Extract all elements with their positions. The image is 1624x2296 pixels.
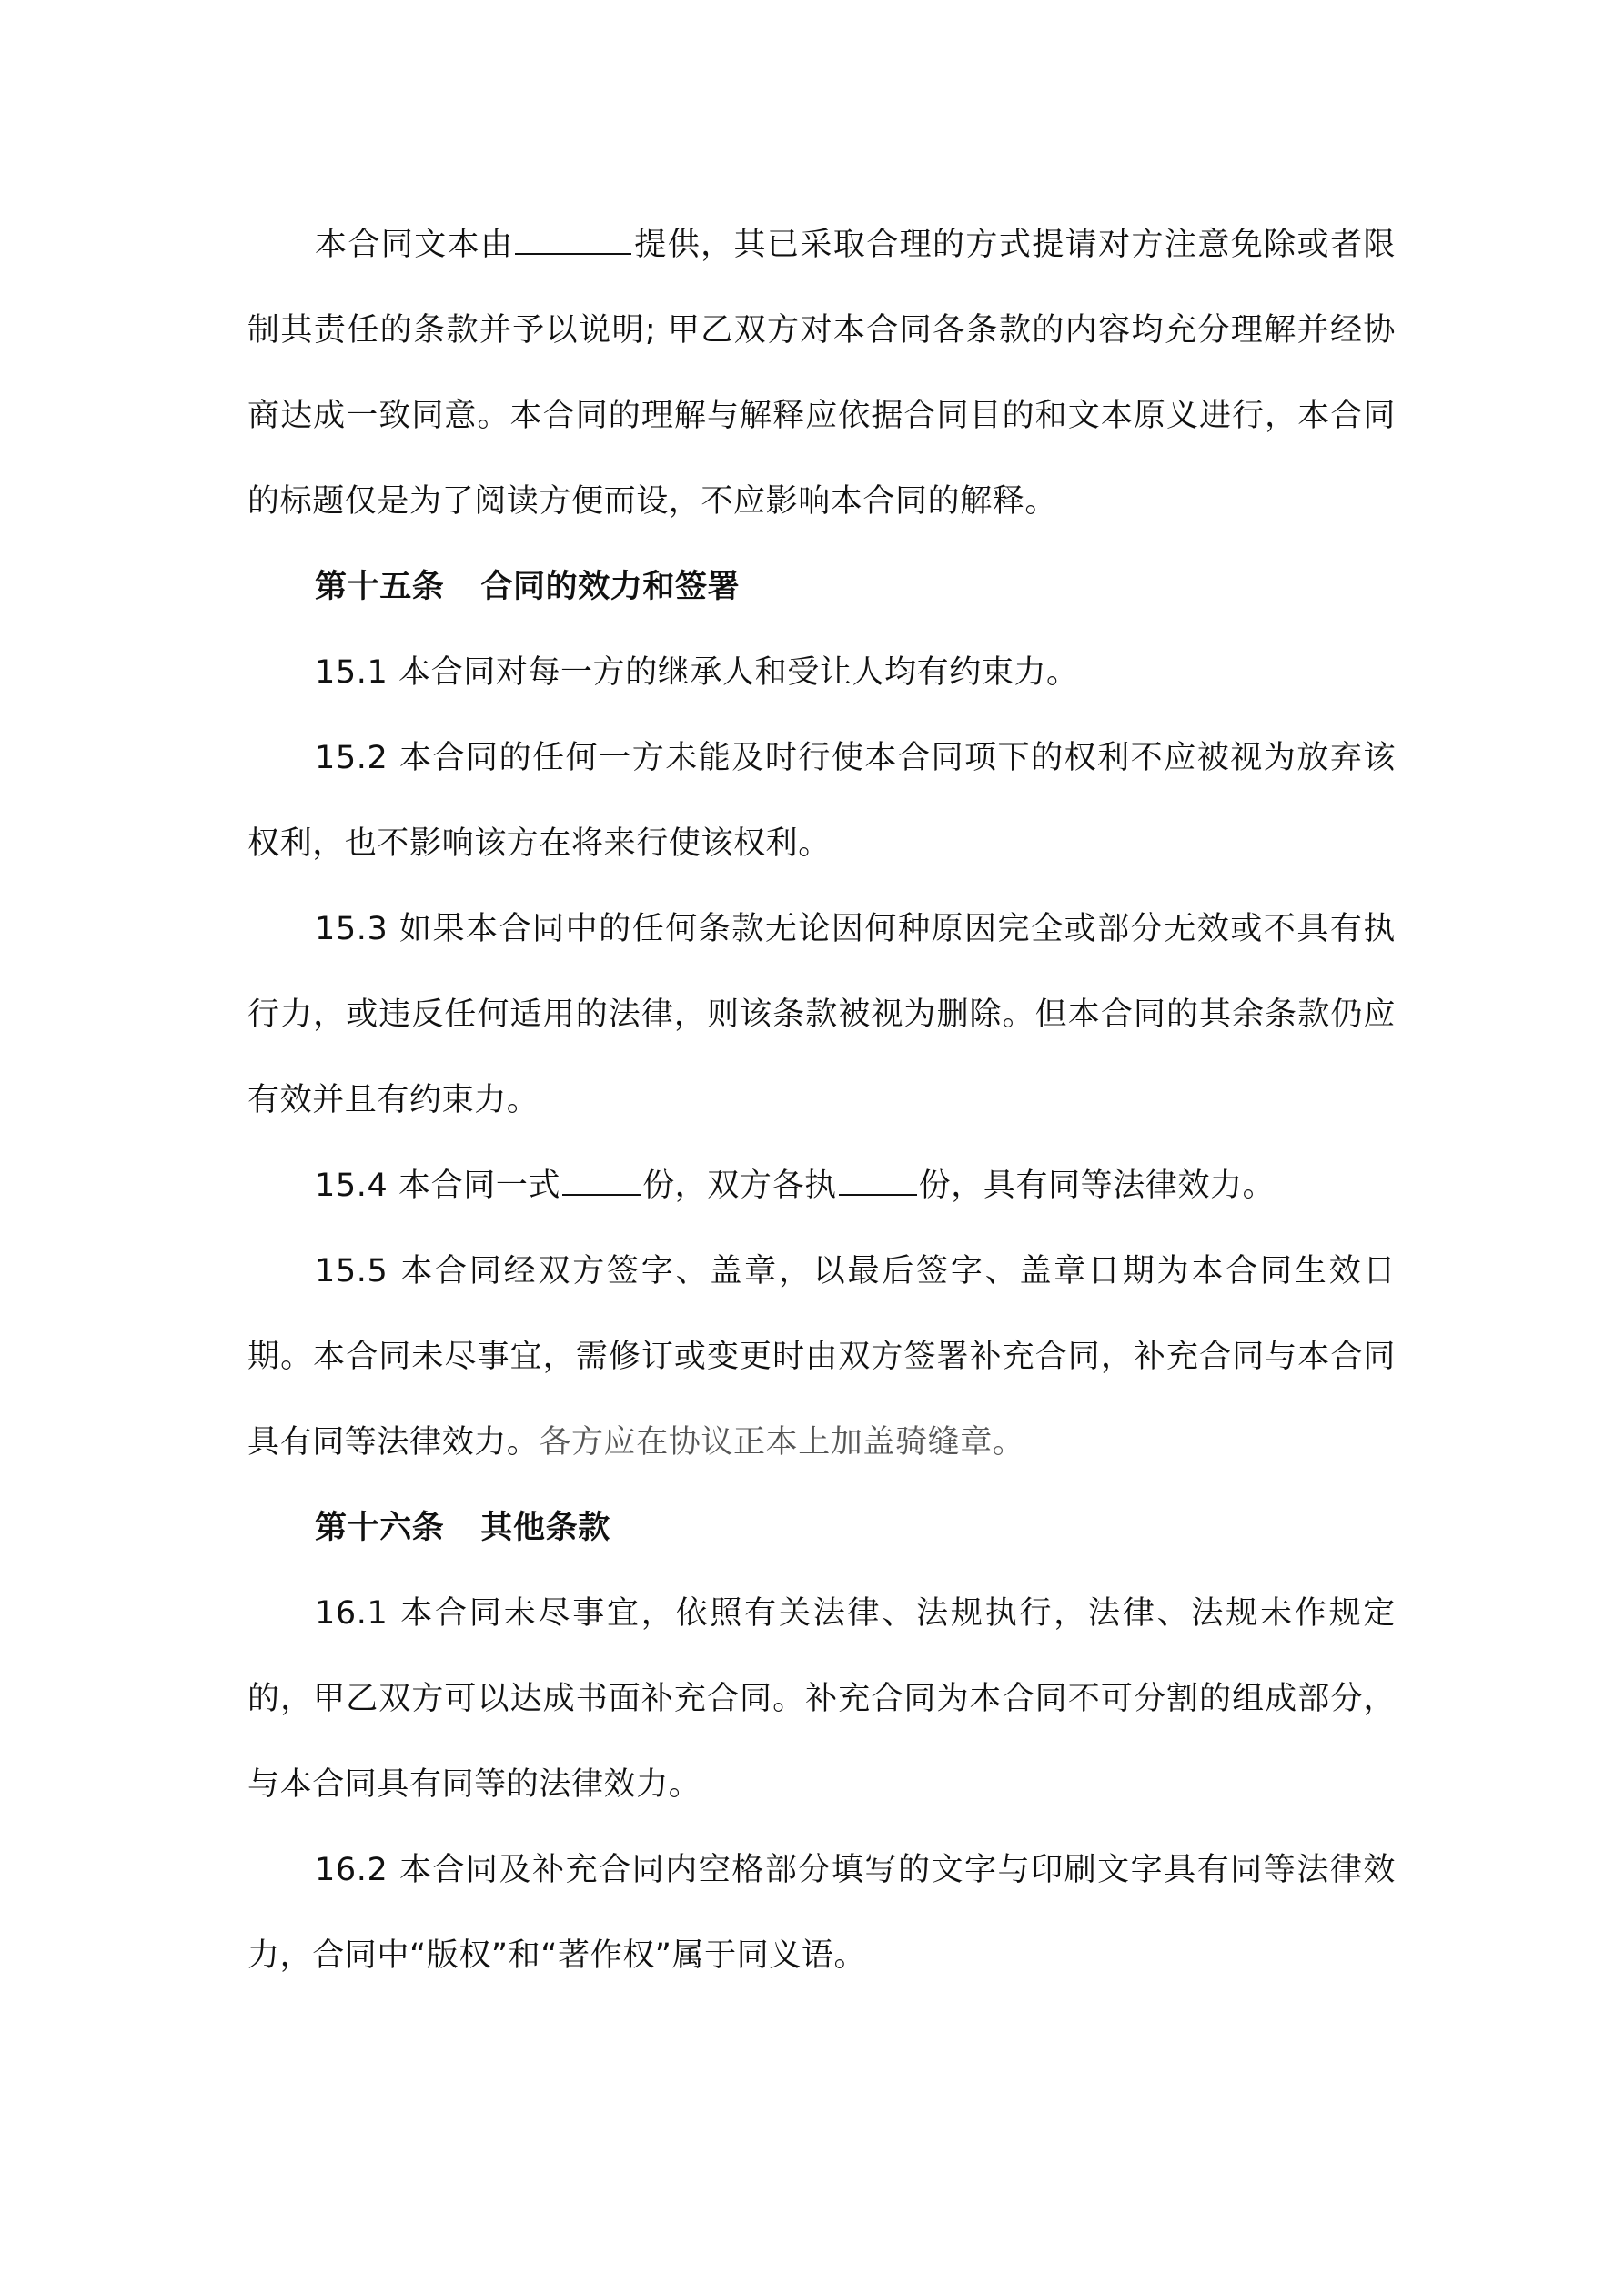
article-15-title: 合同的效力和签署 bbox=[480, 569, 741, 605]
clause-15-4-text-1: 15.4 本合同一式 bbox=[315, 1168, 561, 1204]
copies-each-blank bbox=[839, 1167, 917, 1196]
clause-16-1: 16.1 本合同未尽事宜，依照有关法律、法规执行，法律、法规未作规定的，甲乙双方可以达成书面补充合同。补充合同为本合同不可分割的组成部分，与本合同具有同等的法律效力。 bbox=[247, 1595, 1396, 1803]
clause-15-3: 15.3 如果本合同中的任何条款无论因何种原因完全或部分无效或不具有执行力，或违反任何适用的法律，则该条款被视为删除。但本合同的其余条款仍应有效并且有约束力。 bbox=[247, 911, 1396, 1118]
clause-15-4 bbox=[247, 1143, 1396, 1229]
document-page bbox=[247, 202, 1396, 1998]
article-16-title: 其他条款 bbox=[480, 1510, 610, 1546]
article-16-number: 第十六条 bbox=[315, 1510, 445, 1546]
intro-paragraph bbox=[247, 202, 1396, 544]
article-16-heading bbox=[247, 1485, 1396, 1571]
article-15-number: 第十五条 bbox=[315, 569, 445, 605]
clause-15-4-text-3: 份，具有同等法律效力。 bbox=[918, 1168, 1276, 1204]
clause-15-4-text-2: 份，双方各执 bbox=[642, 1168, 837, 1204]
intro-text-start: 本合同文本由 bbox=[315, 227, 514, 263]
clause-15-5 bbox=[247, 1229, 1396, 1485]
clause-15-1: 15.1 本合同对每一方的继承人和受让人均有约束力。 bbox=[315, 654, 1079, 691]
clause-15-2: 15.2 本合同的任何一方未能及时行使本合同项下的权利不应被视为放弃该权利，也不影响该方在将来行使该权利。 bbox=[247, 740, 1396, 862]
article-15-heading bbox=[247, 544, 1396, 630]
clause-15-5-seal-note: 各方应在协议正本上加盖骑缝章。 bbox=[539, 1424, 1025, 1461]
clause-16-2: 16.2 本合同及补充合同内空格部分填写的文字与印刷文字具有同等法律效力，合同中“版权”和“著作权”属于同义语。 bbox=[247, 1852, 1396, 1974]
intro-text-rest: 提供，其已采取合理的方式提请对方注意免除或者限制其责任的条款并予以说明; 甲乙双方对本合同各条款的内容均充分理解并经协商达成一致同意。本合同的理解与解释应依据合同目的和文本原义进行，本合同的标题仅是为了阅读方便而设，不应影响本合同的解释。 bbox=[247, 227, 1396, 520]
provider-blank bbox=[515, 226, 631, 255]
copies-total-blank bbox=[562, 1167, 641, 1196]
clause-15-5-main: 15.5 本合同经双方签字、盖章，以最后签字、盖章日期为本合同生效日期。本合同未尽事宜，需修订或变更时由双方签署补充合同，补充合同与本合同具有同等法律效力。 bbox=[247, 1253, 1396, 1461]
